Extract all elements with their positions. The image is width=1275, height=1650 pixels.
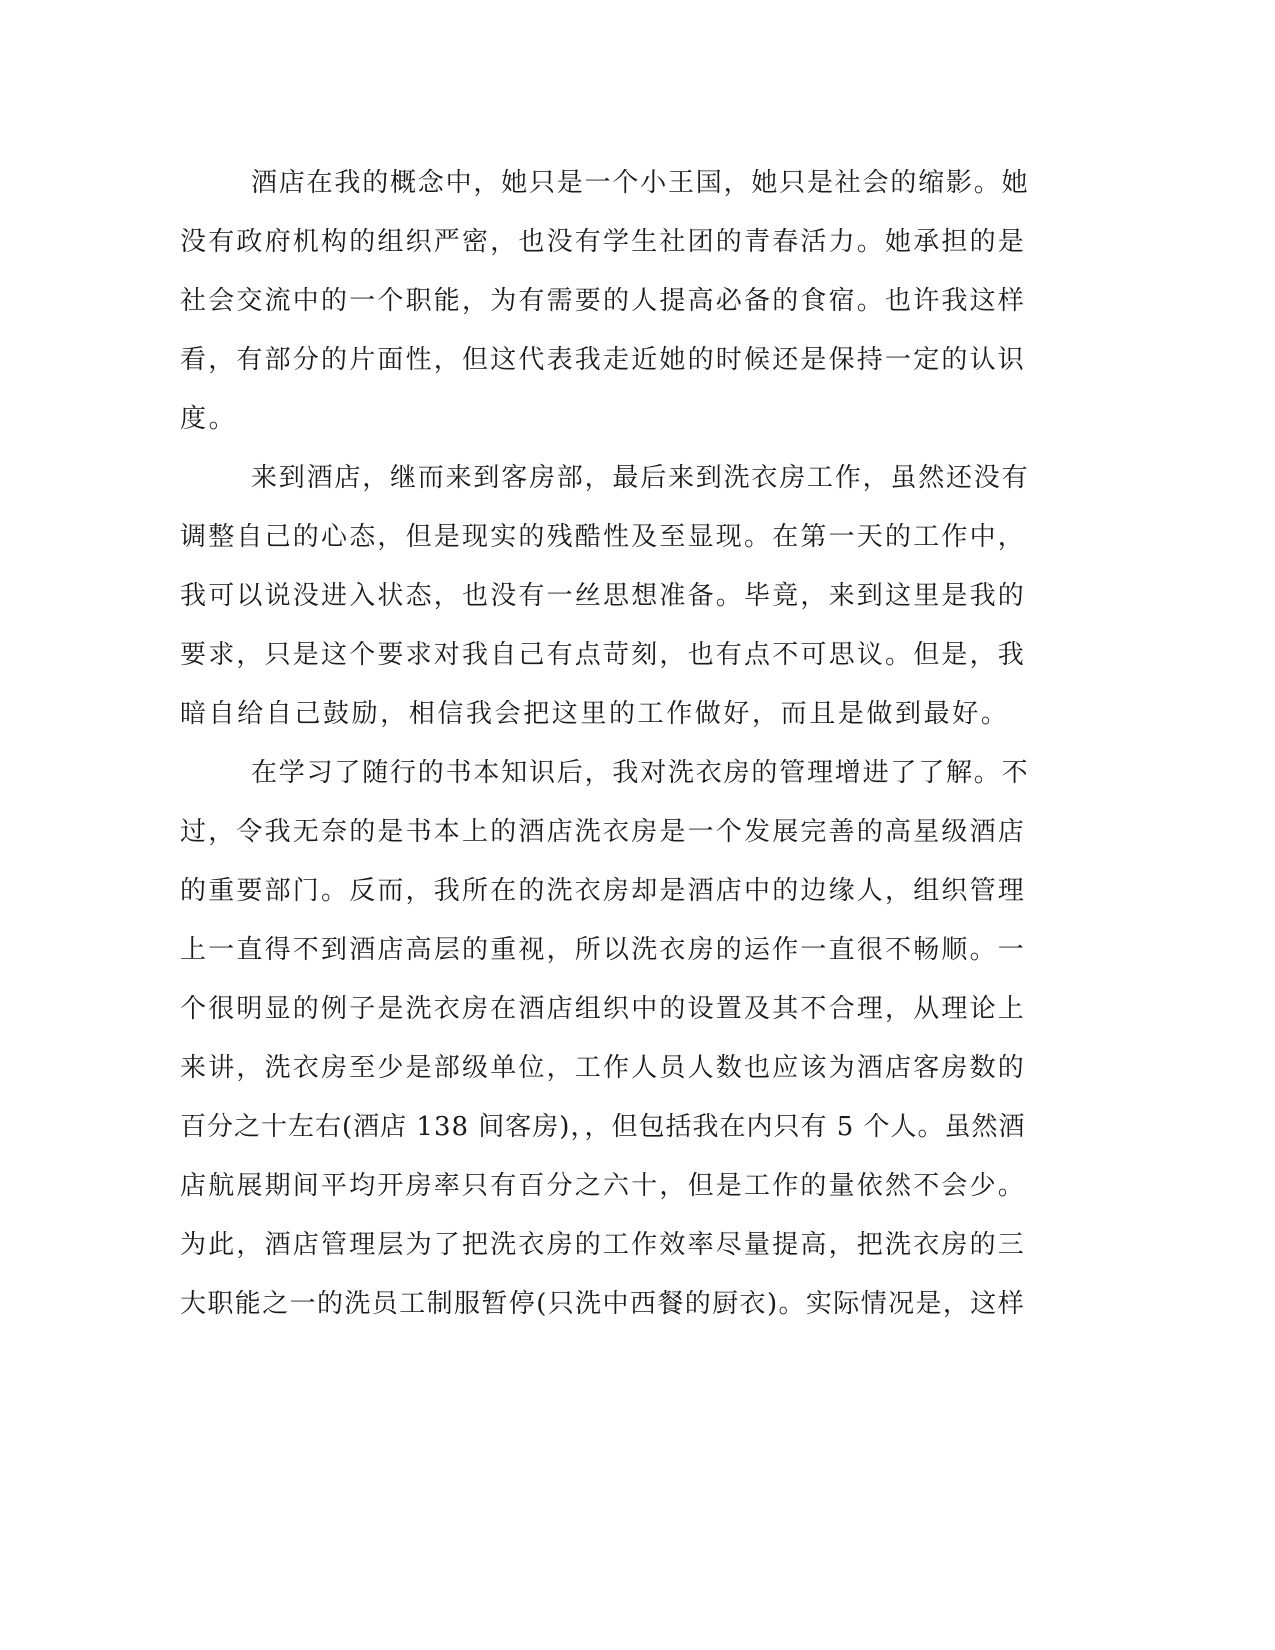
- text-line: 店航展期间平均开房率只有百分之六十，但是工作的量依然不会少。: [180, 1171, 1027, 1201]
- text-line: 看，有部分的片面性，但这代表我走近她的时候还是保持一定的认识: [180, 345, 1027, 375]
- text-line: 社会交流中的一个职能，为有需要的人提高必备的食宿。也许我这样: [180, 286, 1027, 316]
- text-line: 没有政府机构的组织严密，也没有学生社团的青春活力。她承担的是: [180, 227, 1027, 257]
- text-line: 过，令我无奈的是书本上的酒店洗衣房是一个发展完善的高星级酒店: [180, 817, 1027, 847]
- text-line: 暗自给自己鼓励，相信我会把这里的工作做好，而且是做到最好。: [180, 699, 1010, 729]
- paragraph-2: [180, 453, 1030, 748]
- text-line: 为此，酒店管理层为了把洗衣房的工作效率尽量提高，把洗衣房的三: [180, 1230, 1027, 1260]
- text-line: 上一直得不到酒店高层的重视，所以洗衣房的运作一直很不畅顺。一: [180, 935, 1027, 965]
- text-line: 调整自己的心态，但是现实的残酷性及至显现。在第一天的工作中，: [180, 522, 1027, 552]
- document-body: [180, 158, 1030, 1338]
- text-line: 度。: [180, 404, 238, 434]
- text-line: 个很明显的例子是洗衣房在酒店组织中的设置及其不合理，从理论上: [180, 994, 1027, 1024]
- text-line: 大职能之一的洗员工制服暂停(只洗中西餐的厨衣)。实际情况是，这样: [180, 1289, 1026, 1319]
- text-line: 要求，只是这个要求对我自己有点苛刻，也有点不可思议。但是，我: [180, 640, 1027, 670]
- text-line: 的重要部门。反而，我所在的洗衣房却是酒店中的边缘人，组织管理: [180, 876, 1027, 906]
- paragraph-1: [180, 158, 1030, 453]
- text-line: 来讲，洗衣房至少是部级单位，工作人员人数也应该为酒店客房数的: [180, 1053, 1027, 1083]
- text-line: 在学习了随行的书本知识后，我对洗衣房的管理增进了了解。不: [251, 758, 1030, 788]
- text-line: 来到酒店，继而来到客房部，最后来到洗衣房工作，虽然还没有: [251, 463, 1030, 493]
- text-line: 百分之十左右(酒店 138 间客房)，，但包括我在内只有 5 个人。虽然酒: [180, 1112, 1026, 1142]
- text-line: 酒店在我的概念中，她只是一个小王国，她只是社会的缩影。她: [251, 168, 1030, 198]
- text-line: 我可以说没进入状态，也没有一丝思想准备。毕竟，来到这里是我的: [180, 581, 1027, 611]
- paragraph-3: [180, 748, 1030, 1338]
